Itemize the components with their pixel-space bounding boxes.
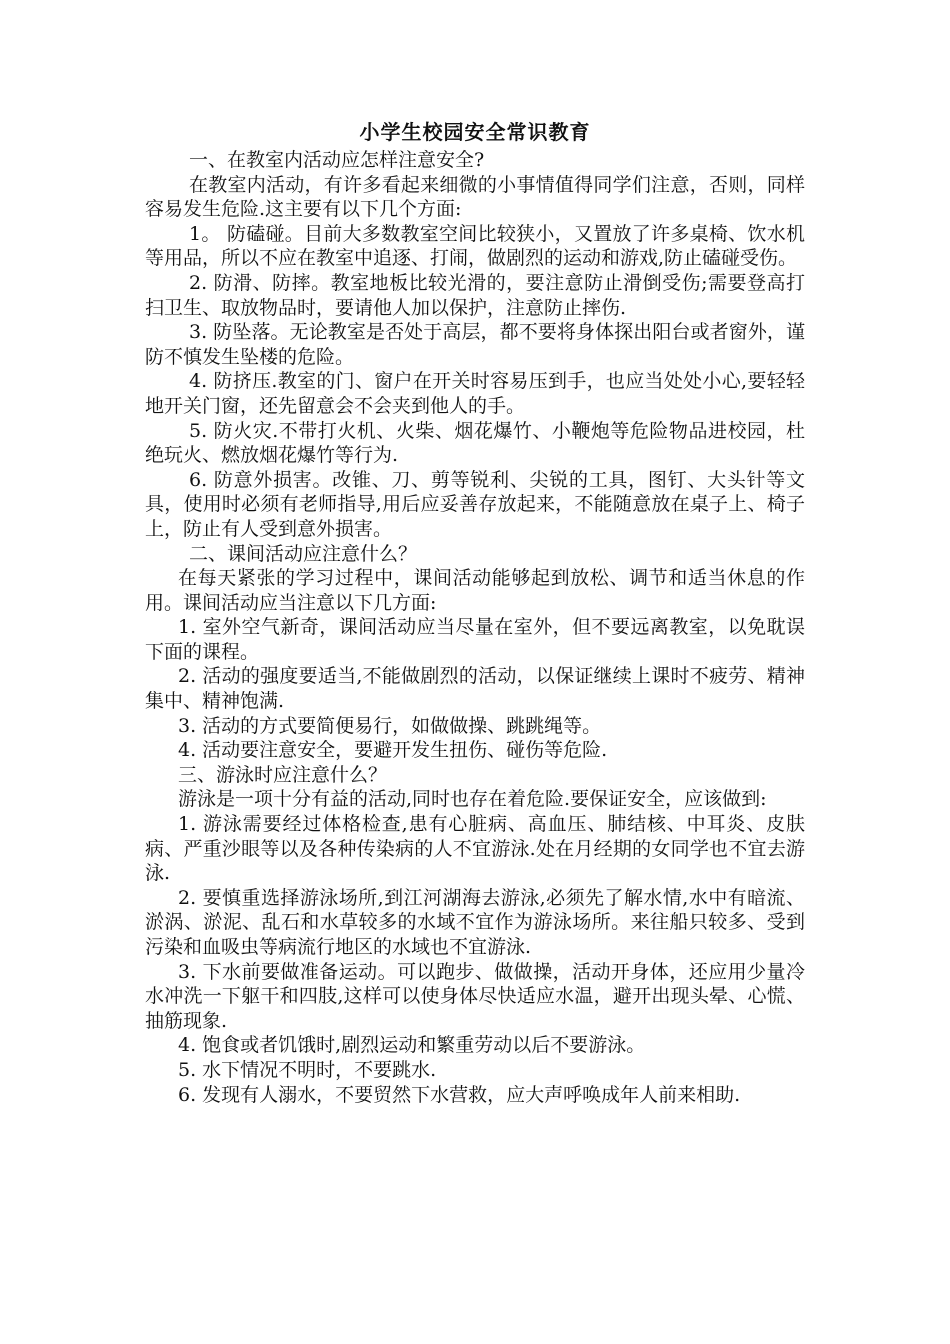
- paragraph: 4. 饱食或者饥饿时,剧烈运动和繁重劳动以后不要游泳。: [178, 1034, 646, 1057]
- paragraph: 2. 活动的强度要适当,不能做剧烈的活动，以保证继续上课时不疲劳、精神集中、精神饱满.: [145, 665, 805, 713]
- paragraph: 1. 室外空气新奇，课间活动应当尽量在室外，但不要远离教室，以免耽误下面的课程。: [145, 616, 805, 663]
- paragraph: 1。 防磕碰。目前大多数教室空间比较狭小，又置放了许多桌椅、饮水机等用品，所以不应在教室中追逐、打闹，做剧烈的运动和游戏,防止磕碰受伤。: [145, 222, 805, 270]
- paragraph: 一、在教室内活动应怎样注意安全?: [189, 149, 485, 171]
- paragraph: 3. 下水前要做准备运动。可以跑步、做做操，活动开身体，还应用少量冷水冲洗一下躯干和四肢,这样可以使身体尽快适应水温，避开出现头晕、心慌、抽筋现象.: [145, 960, 805, 1032]
- paragraph: 5. 防火灾.不带打火机、火柴、烟花爆竹、小鞭炮等危险物品进校园，杜绝玩火、燃放烟花爆竹等行为.: [145, 419, 805, 467]
- paragraph: 3. 防坠落。无论教室是否处于高层，都不要将身体探出阳台或者窗外，谨防不慎发生坠楼的危险。: [145, 321, 805, 368]
- paragraph: 2. 要慎重选择游泳场所,到江河湖海去游泳,必须先了解水情,水中有暗流、淤涡、淤泥、乱石和水草较多的水域不宜作为游泳场所。来往船只较多、受到污染和血吸虫等病流行地区的水域也不宜游泳.: [145, 886, 805, 958]
- paragraph: 二、课间活动应注意什么？: [189, 542, 418, 565]
- document-body: [145, 148, 805, 1107]
- paragraph: 6. 防意外损害。改锥、刀、剪等锐利、尖锐的工具，图钉、大头针等文具，使用时必须有老师指导,用后应妥善存放起来，不能随意放在桌子上、椅子上，防止有人受到意外损害。: [145, 468, 805, 540]
- paragraph: 1. 游泳需要经过体格检查,患有心脏病、高血压、肺结核、中耳炎、皮肤病、严重沙眼等以及各种传染病的人不宜游泳.处在月经期的女同学也不宜去游泳.: [145, 813, 805, 885]
- document-title: 小学生校园安全常识教育: [359, 120, 591, 144]
- document-page: [145, 118, 805, 1107]
- paragraph: 在每天紧张的学习过程中，课间活动能够起到放松、调节和适当休息的作用。课间活动应当注意以下几方面:: [145, 567, 805, 614]
- paragraph: 2. 防滑、防摔。教室地板比较光滑的，要注意防止滑倒受伤;需要登高打扫卫生、取放物品时，要请他人加以保护，注意防止摔伤.: [145, 271, 805, 319]
- paragraph: 6. 发现有人溺水，不要贸然下水营救，应大声呼唤成年人前来相助.: [178, 1083, 741, 1106]
- paragraph: 4. 活动要注意安全，要避开发生扭伤、碰伤等危险.: [178, 739, 608, 762]
- paragraph: 5. 水下情况不明时，不要跳水.: [178, 1058, 437, 1081]
- paragraph: 4. 防挤压.教室的门、窗户在开关时容易压到手，也应当处处小心,要轻轻地开关门窗，还先留意会不会夹到他人的手。: [145, 370, 805, 417]
- paragraph: 3. 活动的方式要简便易行，如做做操、跳跳绳等。: [178, 714, 602, 737]
- paragraph: 在教室内活动，有许多看起来细微的小事情值得同学们注意，否则，同样容易发生危险.这主要有以下几个方面:: [145, 173, 805, 221]
- paragraph: 三、游泳时应注意什么？: [178, 763, 388, 786]
- paragraph: 游泳是一项十分有益的活动,同时也存在着危险.要保证安全，应该做到:: [178, 788, 767, 811]
